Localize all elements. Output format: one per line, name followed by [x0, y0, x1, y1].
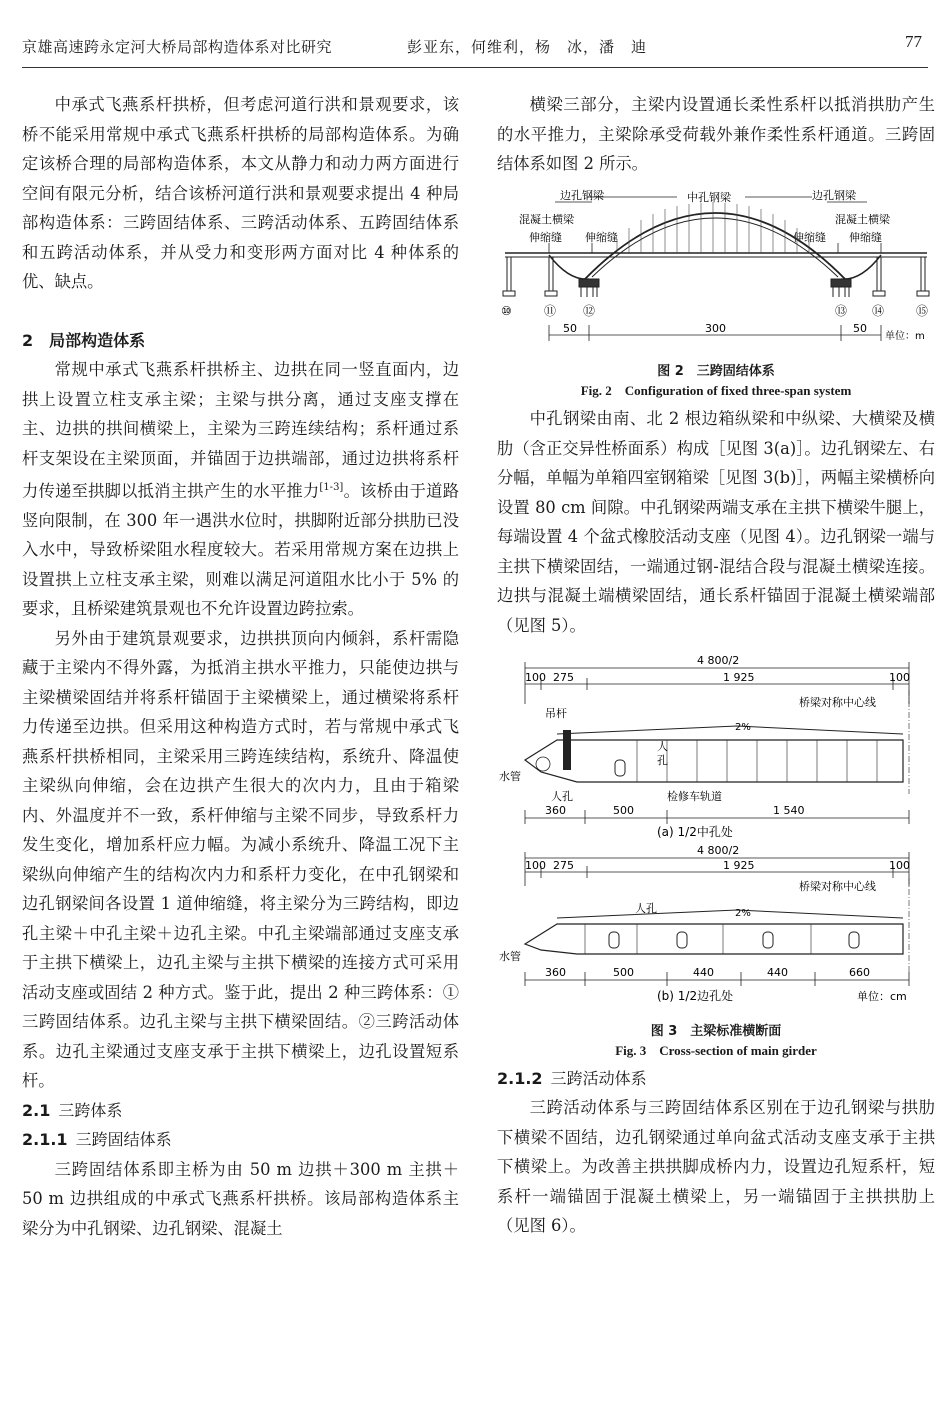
dim-b-500: 500: [613, 966, 634, 979]
subsection-title: 三跨体系: [58, 1100, 123, 1120]
hangers: [617, 202, 809, 253]
pier-10: ⑩: [501, 303, 512, 318]
subcaption-a: (a) 1/2中孔处: [657, 825, 733, 839]
dim-50-left: 50: [563, 321, 577, 335]
dim-275-b: 275: [553, 859, 574, 872]
paragraph-text: 。该桥由于道路竖向限制，在 300 年一遇洪水位时，拱脚附近部分拱肋已没入水中，导致桥梁阻水程度较大。若采用常规方案在边拱上设置拱上立柱支承主梁，则难以满足河道阻水比小于 5% 的要求，且桥梁建筑景观也不允许设置边跨拉索。: [22, 481, 459, 619]
label-joint-4: 伸缩缝: [849, 230, 882, 244]
track-label: 检修车轨道: [667, 790, 722, 803]
subsection-number: 2.1.2: [497, 1068, 543, 1088]
dim-100-a: 100: [525, 671, 546, 684]
dim-b-660: 660: [849, 966, 870, 979]
dim-100-a-right: 100: [889, 671, 910, 684]
dim-100-b-right: 100: [889, 859, 910, 872]
figure-2: [497, 187, 935, 401]
subsection-title: 三跨固结体系: [75, 1130, 172, 1150]
paragraph: 中孔钢梁由南、北 2 根边箱纵梁和中纵梁、大横梁及横肋（含正交异性桥面系）构成［见图 3(a)］。边孔钢梁左、右分幅，单幅为单箱四室钢箱梁［见图 3(b)］，两幅主梁横桥向设置 80 cm 间隙。中孔钢梁两端支承在主拱下横梁牛腿上，每端设置 4 个盆式橡胶活动支座（见图 4）。边孔钢梁一端与主拱下横梁固结，一端通过钢-混结合段与混凝土横梁连接。边拱与混凝土端横梁固结，通长系杆锚固于混凝土横梁端部（见图 5）。: [497, 409, 935, 635]
label-concrete-right: 混凝土横梁: [835, 212, 890, 226]
pier-15: ⑮: [916, 303, 929, 318]
subsection-heading: [22, 1096, 459, 1126]
subsection-number: 2.1.1: [22, 1130, 68, 1150]
slope-a: 2%: [735, 722, 751, 733]
dim-1925-a: 1 925: [723, 671, 755, 684]
dim-100-b: 100: [525, 859, 546, 872]
left-column: [22, 90, 459, 1243]
paragraph-text: 常规中承式飞燕系杆拱桥主、边拱在同一竖直面内，边拱上设置立柱支承主梁；主梁与拱分离，通过支座支撑在主、边拱的拱间横梁上，主梁为三跨连续结构；系杆通过系杆支架设在主梁顶面，并锚固于边拱端部，通过边拱将系杆力传递至拱脚以抵消主拱产生的水平推力: [22, 360, 459, 501]
citation: [1-3]: [319, 482, 344, 493]
piers: [503, 257, 929, 297]
label-side-steel-right: 边孔钢梁: [812, 188, 856, 202]
subsection-number: 2.1: [22, 1100, 51, 1120]
pier-11: ⑪: [544, 303, 557, 318]
unit-label: 单位：m: [885, 330, 925, 342]
paragraph: 三跨固结体系即主桥为由 50 m 边拱＋300 m 主拱＋50 m 边拱组成的中承式飞燕系杆拱桥。该局部构造体系主梁分为中孔钢梁、边孔钢梁、混凝土: [22, 1159, 459, 1238]
figure-2-caption: 图 2 三跨固结体系: [657, 364, 775, 379]
pier-14: ⑭: [872, 303, 885, 318]
dim-a-360: 360: [545, 804, 566, 817]
dim-50-right: 50: [853, 321, 867, 335]
dim-total-b: 4 800/2: [697, 844, 740, 857]
paragraph: 中承式飞燕系杆拱桥，但考虑河道行洪和景观要求，该桥不能采用常规中承式飞燕系杆拱桥的局部构造体系。为确定该桥合理的局部构造体系，本文从静力和动力两方面进行空间有限元分析，结合该桥河道行洪和景观要求提出 4 种局部构造体系：三跨固结体系、三跨活动体系、五跨固结体系和五跨活动体系，并从受力和变形两方面对比 4 种体系的优、缺点。: [22, 95, 459, 291]
figure-3-caption: 图 3 主梁标准横断面: [650, 1023, 782, 1039]
water-pipe-a: 水管: [499, 770, 521, 783]
label-side-steel-left: 边孔钢梁: [560, 188, 604, 202]
label-mid-steel: 中孔钢梁: [687, 190, 731, 204]
paragraph: 横梁三部分，主梁内设置通长柔性系杆以抵消拱肋产生的水平推力，主梁除承受荷载外兼作柔性系杆通道。三跨固结体系如图 2 所示。: [497, 95, 935, 173]
dim-1925-b: 1 925: [723, 859, 755, 872]
label-joint-3: 伸缩缝: [793, 230, 826, 244]
dim-300: 300: [705, 321, 726, 335]
subsubsection-heading: [497, 1064, 935, 1094]
label-concrete-left: 混凝土横梁: [519, 212, 574, 226]
dim-b-440-1: 440: [693, 966, 714, 979]
pier-12: ⑫: [583, 303, 596, 318]
page-number: 77: [905, 32, 922, 51]
bridge-elevation-diagram: [497, 187, 935, 347]
center-line-a: 桥梁对称中心线: [799, 696, 876, 709]
water-pipe-b: 水管: [499, 950, 521, 963]
dim-a-1540: 1 540: [773, 804, 805, 817]
unit-label-fig3: 单位：cm: [857, 990, 907, 1003]
authors: 彭亚东，何维利，杨 冰，潘 迪: [407, 38, 648, 56]
dim-b-360: 360: [545, 966, 566, 979]
slope-b: 2%: [735, 908, 751, 919]
dim-275-a: 275: [553, 671, 574, 684]
figure-3: [497, 654, 935, 1060]
dim-total-a: 4 800/2: [697, 654, 740, 667]
subcaption-b: (b) 1/2边孔处: [657, 989, 734, 1003]
section-heading: 2 局部构造体系: [22, 330, 146, 350]
pier-13: ⑬: [835, 303, 848, 318]
dim-b-440-2: 440: [767, 966, 788, 979]
label-joint-1: 伸缩缝: [529, 230, 562, 244]
figure-2-caption-en: Fig. 2 Configuration of fixed three-span system: [580, 383, 852, 398]
manhole-b: 人孔: [635, 902, 657, 915]
label-joint-2: 伸缩缝: [585, 230, 618, 244]
cross-section-diagram: [497, 654, 935, 1004]
manhole-a1: 人: [657, 740, 668, 753]
paragraph: [22, 355, 459, 624]
manhole-a2: 孔: [657, 754, 668, 767]
figure-3-caption-en: Fig. 3 Cross-section of main girder: [615, 1042, 817, 1058]
dim-a-500: 500: [613, 804, 634, 817]
subsubsection-heading: [22, 1125, 459, 1155]
hanger-label: 吊杆: [545, 707, 567, 720]
subsection-title: 三跨活动体系: [550, 1068, 647, 1088]
center-line-b: 桥梁对称中心线: [799, 880, 876, 893]
journal-article-title: 京雄高速跨永定河大桥局部构造体系对比研究: [22, 38, 333, 56]
running-header: [22, 32, 928, 68]
manhole-a: 人孔: [551, 790, 573, 803]
paragraph: 另外由于建筑景观要求，边拱拱顶向内倾斜，系杆需隐藏于主梁内不得外露，为抵消主拱水平推力，只能使边拱与主梁横梁固结并将系杆锚固于主梁横梁上，通过横梁将系杆力传递至边拱。但采用这种构造方式时，若与常规中承式飞燕系杆拱桥相同，主梁采用三跨连续结构，系统升、降温使主梁纵向伸缩，会在边拱产生很大的次内力，且由于箱梁内、外温度并不一致，系杆伸缩与主梁不同步，导致系杆力发生变化，增加系杆应力幅。为减小系统升、降温工况下主梁纵向伸缩产生的结构次内力和系杆力变化，在中孔钢梁和边孔钢梁间各设置 1 道伸缩缝，将主梁分为三跨结构，即边孔主梁＋中孔主梁＋边孔主梁。中孔主梁端部通过支座支承于主拱下横梁上，边孔主梁与主拱下横梁的连接方式可采用活动支座或固结 2 种方式。鉴于此，提出 2 种三跨体系：①三跨固结体系。边孔主梁与主拱下横梁固结。②三跨活动体系。边孔主梁通过支座支承于主拱下横梁上，边孔设置短系杆。: [22, 628, 459, 1091]
paragraph: 三跨活动体系与三跨固结体系区别在于边孔钢梁与拱肋下横梁不固结，边孔钢梁通过单向盆式活动支座支承于主拱下横梁上。为改善主拱拱脚成桥内力，设置边孔短系杆，短系杆一端锚固于混凝土横梁上，另一端锚固于主拱拱肋上（见图 6）。: [497, 1098, 935, 1235]
right-column: [497, 90, 935, 1241]
